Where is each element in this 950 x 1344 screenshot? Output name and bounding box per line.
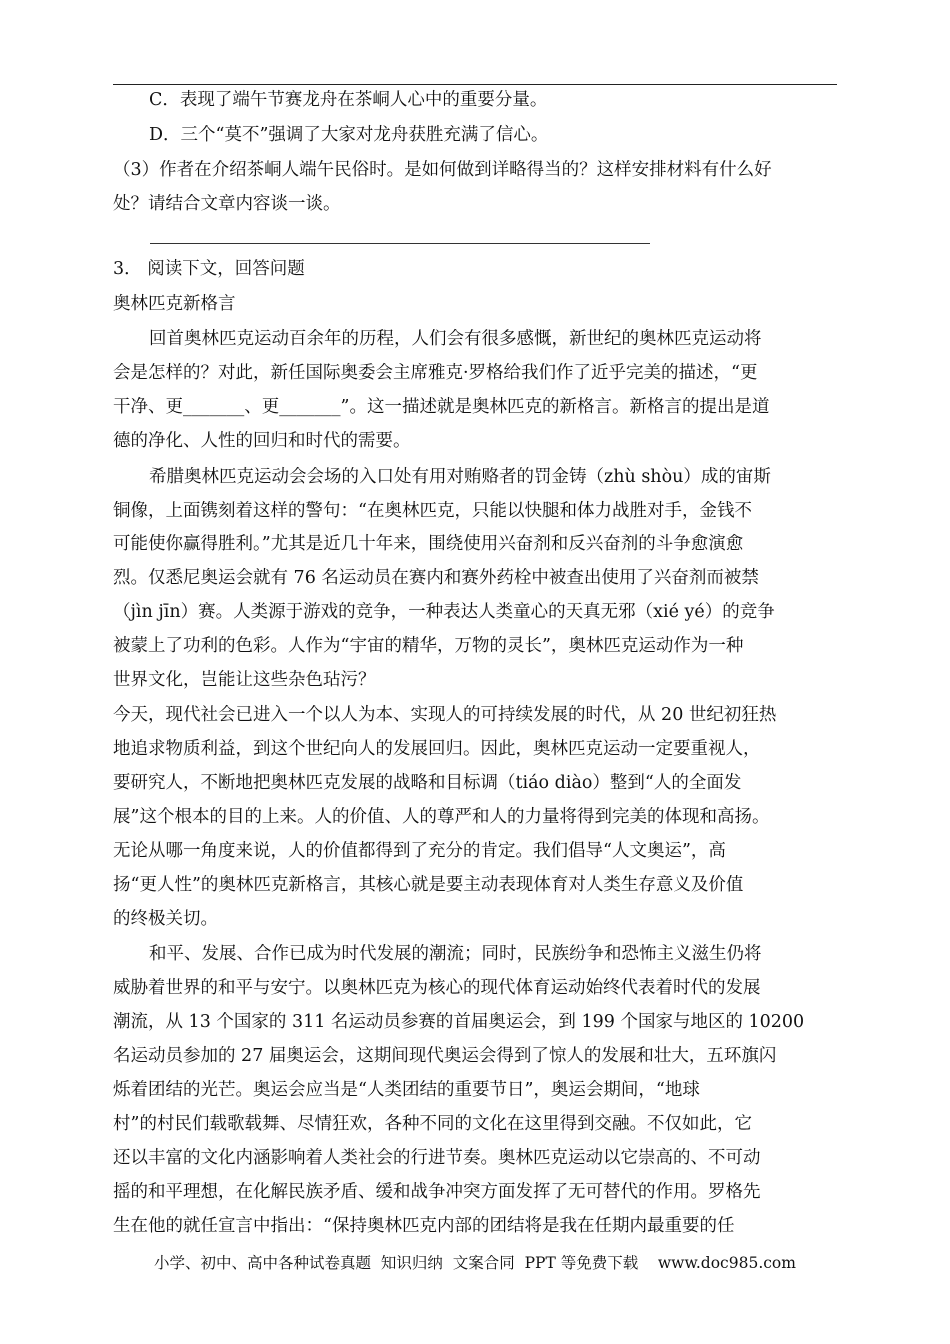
paragraph-line: 希腊奥林匹克运动会会场的入口处有用对贿赂者的罚金铸（zhù shòu）成的宙斯: [149, 467, 771, 487]
paragraph-line: 烈。仅悉尼奥运会就有 76 名运动员在赛内和赛外药栓中被查出使用了兴奋剂而被禁: [113, 568, 759, 588]
answer-blank-line: [150, 243, 650, 244]
paragraph-line: 被蒙上了功利的色彩。人作为“宇宙的精华，万物的灵长”，奥林匹克运动作为一种: [113, 636, 744, 656]
paragraph-line: 名运动员参加的 27 届奥运会，这期间现代奥运会得到了惊人的发展和壮大，五环旗闪: [113, 1046, 777, 1066]
paragraph-line: 烁着团结的光芒。奥运会应当是“人类团结的重要节日”，奥运会期间，“地球: [113, 1080, 700, 1100]
section-heading: 3． 阅读下文，回答问题: [113, 259, 305, 279]
paragraph-line: 要研究人，不断地把奥林匹克发展的战略和目标调（tiáo diào）整到“人的全面发: [113, 773, 742, 793]
paragraph-line: 村”的村民们载歌载舞、尽情狂欢，各种不同的文化在这里得到交融。不仅如此，它: [113, 1114, 752, 1134]
paragraph-line: 今天，现代社会已进入一个以人为本、实现人的可持续发展的时代，从 20 世纪初狂热: [113, 705, 777, 725]
paragraph-line: 德的净化、人性的回归和时代的需要。: [113, 431, 411, 451]
paragraph-line: 的终极关切。: [113, 909, 218, 929]
paragraph-line: 和平、发展、合作已成为时代发展的潮流；同时，民族纷争和恐怖主义滋生仍将: [149, 944, 762, 964]
article-title: 奥林匹克新格言: [113, 294, 236, 314]
header-rule: [113, 84, 837, 85]
paragraph-line: 世界文化，岂能让这些杂色玷污？: [113, 670, 376, 690]
paragraph-line: 潮流，从 13 个国家的 311 名运动员参赛的首届奥运会，到 199 个国家与地区的 10200: [113, 1012, 805, 1032]
question-3-line-1: （3）作者在介绍茶峒人端午民俗时。是如何做到详略得当的？这样安排材料有什么好: [113, 160, 772, 180]
paragraph-line: 无论从哪一角度来说，人的价值都得到了充分的肯定。我们倡导“人文奥运”，高: [113, 841, 726, 861]
paragraph-line: 还以丰富的文化内涵影响着人类社会的行进节奏。奥林匹克运动以它崇高的、不可动: [113, 1148, 761, 1168]
paragraph-line: 展”这个根本的目的上来。人的价值、人的尊严和人的力量将得到完美的体现和高扬。: [113, 807, 770, 827]
option-c: C．表现了端午节赛龙舟在茶峒人心中的重要分量。: [149, 90, 548, 110]
paragraph-line: 铜像，上面镌刻着这样的警句：“在奥林匹克，只能以快腿和体力战胜对手，金钱不: [113, 501, 752, 521]
paragraph-line: 威胁着世界的和平与安宁。以奥林匹克为核心的现代体育运动始终代表着时代的发展: [113, 978, 761, 998]
paragraph-line: 可能使你赢得胜利。”尤其是近几十年来，围绕使用兴奋剂和反兴奋剂的斗争愈演愈: [113, 534, 744, 554]
question-3-line-2: 处？请结合文章内容谈一谈。: [113, 194, 341, 214]
paragraph-line: 回首奥林匹克运动百余年的历程，人们会有很多感慨，新世纪的奥林匹克运动将: [149, 329, 762, 349]
paragraph-line: 会是怎样的？对此，新任国际奥委会主席雅克·罗格给我们作了近乎完美的描述，“更: [113, 363, 758, 383]
paragraph-line: （jìn jīn）赛。人类源于游戏的竞争，一种表达人类童心的天真无邪（xié yé）的竞争: [113, 602, 775, 622]
paragraph-line: 生在他的就任宣言中指出：“保持奥林匹克内部的团结将是我在任期内最重要的任: [113, 1216, 735, 1236]
paragraph-line: 干净、更_______、更_______”。这一描述就是奥林匹克的新格言。新格言的提出是道: [113, 397, 770, 417]
paragraph-line: 地追求物质利益，到这个世纪向人的发展回归。因此，奥林匹克运动一定要重视人，: [113, 739, 761, 759]
paragraph-line: 扬“更人性”的奥林匹克新格言，其核心就是要主动表现体育对人类生存意义及价值: [113, 875, 744, 895]
option-d: D．三个“莫不”强调了大家对龙舟获胜充满了信心。: [149, 125, 549, 145]
paragraph-line: 摇的和平理想，在化解民族矛盾、缓和战争冲突方面发挥了无可替代的作用。罗格先: [113, 1182, 761, 1202]
page-footer: 小学、初中、高中各种试卷真题 知识归纳 文案合同 PPT 等免费下载 www.doc985.com: [154, 1254, 796, 1272]
